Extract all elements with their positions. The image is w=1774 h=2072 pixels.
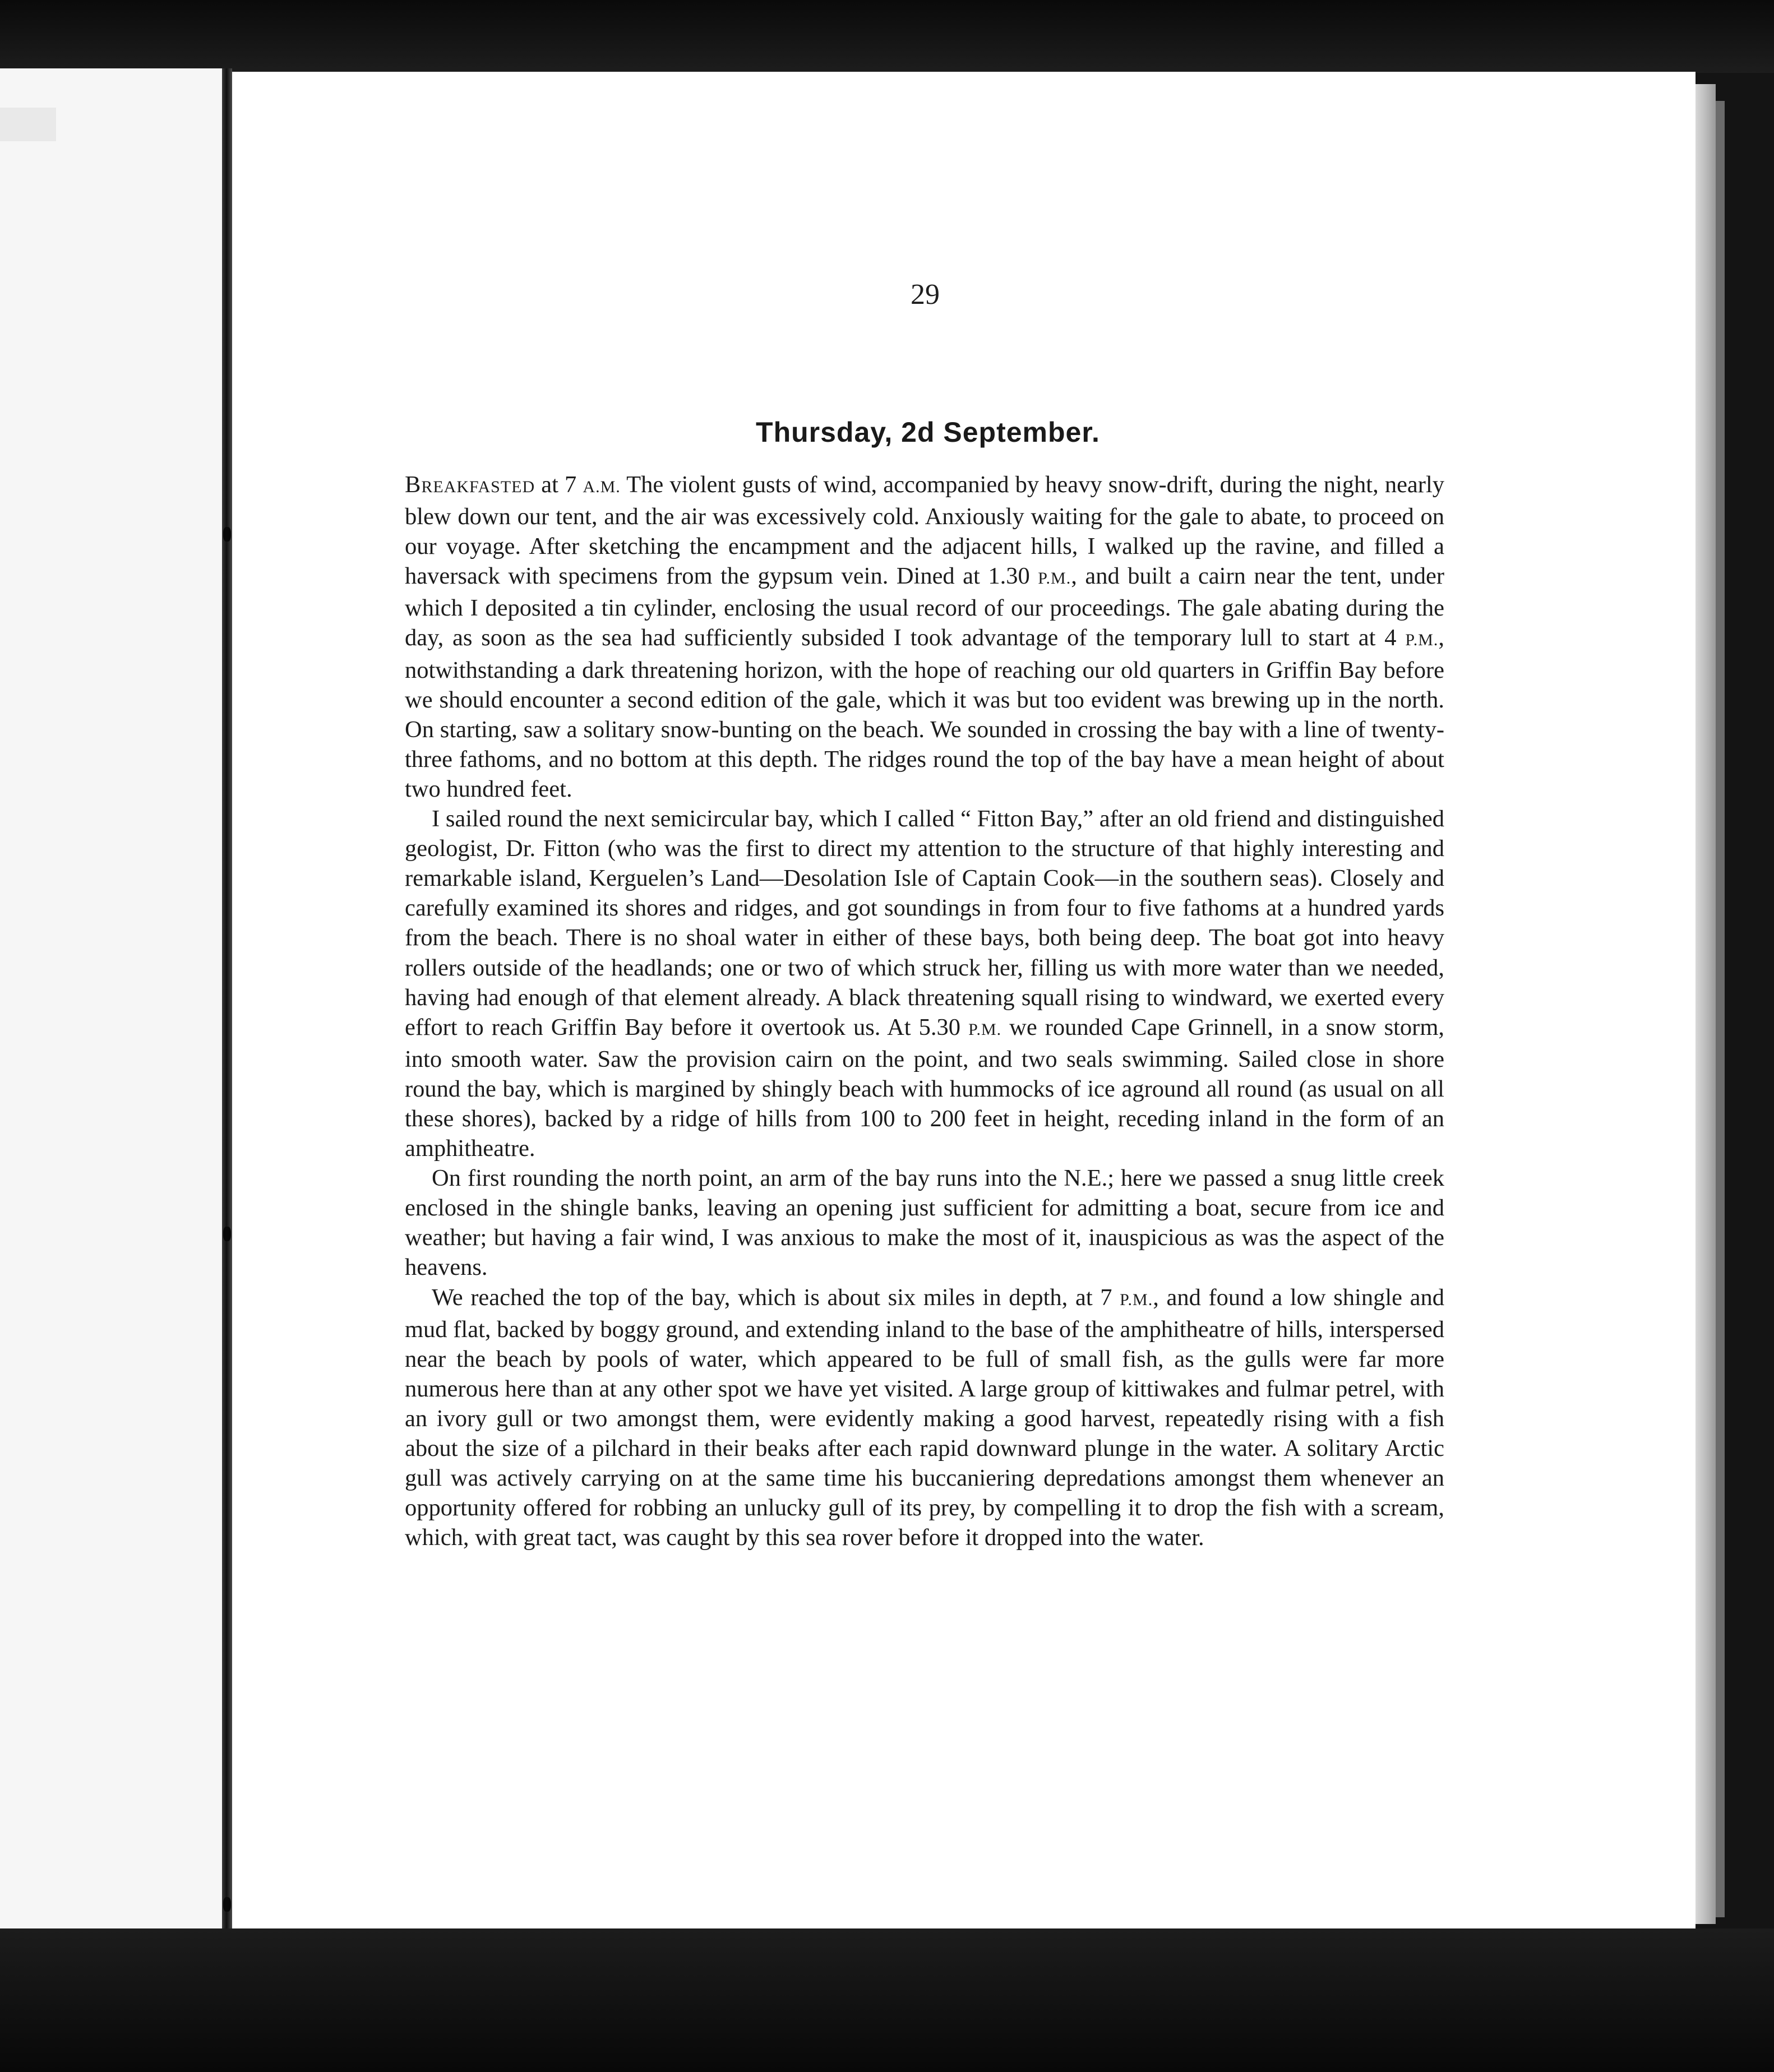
text-run: , and built a cairn near the tent, under which I deposited a tin cylinder, enclosing the usual record of our proceedings. The gale abating during the day, as soon as the sea had sufficiently subsided I took advantage of the temporary lull to start at 4 [405,563,1445,651]
text-run: we rounded Cape Grinnell, in a snow storm, into smooth water. Saw the provision cairn on the point, and two seals swimming. Sailed close in shore round the bay, which is margined by shingly beach with hummocks of ice aground all round (as usual on all these shores), backed by a ridge of hills from 100 to 200 feet in height, receding inland in the form of an amphitheatre. [405,1014,1444,1162]
paragraph [405,1163,1444,1282]
text-run: I sailed round the next semicircular bay, which I called “ Fitton Bay,” after an old friend and distinguished geologist, Dr. Fitton (who was the first to direct my attention to the structure of that highly interesting and remarkable island, Kerguelen’s Land—Desolation Isle of Captain Cook—in the southern seas). Closely and carefully examined its shores and ridges, and got soundings in from four to five fathoms at a hundred yards from the beach. There is no shoal water in either of these bays, both being deep. The boat got into heavy rollers outside of the headlands; one or two of which struck her, filling us with more water than we needed, having had enough of that element already. A black threatening squall rising to windward, we exerted every effort to reach Griffin Bay before it overtook us. At 5.30 [405,806,1444,1040]
binding-stitch-mark [223,527,231,542]
text-run: Breakfasted [405,471,535,498]
page-stack-edge [1696,84,1716,1924]
text-run: P.M. [1120,1290,1153,1309]
text-run: P.M. [1038,569,1071,588]
page-number: 29 [911,279,940,311]
text-run: P.M. [968,1020,1002,1039]
left-facing-page [0,68,224,1928]
scan-top-border [0,0,1774,73]
text-run: P.M. [1405,631,1439,650]
page-stack-shadow [1716,101,1725,1917]
text-run: , notwithstanding a dark threatening horizon, with the hope of reaching our old quarters in Griffin Bay before we should encounter a second edition of the gale, which it was but too evident was brewing up in the north. On starting, saw a solitary snow-bunting on the beach. We sounded in crossing the bay with a line of twenty-three fathoms, and no bottom at this depth. The ridges round the top of the bay have a mean height of about two hundred feet. [405,625,1444,802]
paragraph [405,1283,1444,1553]
book-binding-gutter [222,68,232,1928]
scan-bottom-border [0,1928,1774,2072]
left-page-corner [0,108,56,141]
body-text [405,470,1444,1552]
page-heading: Thursday, 2d September. [756,417,1100,448]
paragraph [405,804,1444,1163]
text-run: , and found a low shingle and mud flat, backed by boggy ground, and extending inland to the base of the amphitheatre of hills, interspersed near the beach by pools of water, which appeared to be full of small fish, as the gulls were far more numerous here than at any other spot we have yet visited. A large group of kittiwakes and fulmar petrel, with an ivory gull or two amongst them, were evidently making a good harvest, repeatedly rising with a fish about the size of a pilchard in their beaks after each rapid downward plunge in the water. A solitary Arctic gull was actively carrying on at the same time his buccaniering depredations amongst them whenever an opportunity offered for robbing an unlucky gull of its prey, by compelling it to drop the fish with a scream, which, with great tact, was caught by this sea rover before it dropped into the water. [405,1284,1444,1551]
binding-stitch-mark [223,1897,231,1912]
text-run: We reached the top of the bay, which is about six miles in depth, at 7 [432,1284,1120,1311]
binding-stitch-mark [223,1227,231,1241]
text-run: The violent gusts of wind, accompanied by heavy snow-drift, during the night, nearly blew down our tent, and the air was excessively cold. Anxiously waiting for the gale to abate, to proceed on our voyage. After sketching the encampment and the adjacent hills, I walked up the ravine, and filled a haversack with specimens from the gypsum vein. Dined at 1.30 [405,471,1445,590]
text-run: A.M. [583,478,621,496]
text-run: at 7 [535,471,583,498]
paragraph [405,470,1444,804]
text-run: On first rounding the north point, an arm of the bay runs into the N.E.; here we passed a snug little creek enclosed in the shingle banks, leaving an opening just sufficient for admitting a boat, secure from ice and weather; but having a fair wind, I was anxious to make the most of it, inauspicious as was the aspect of the heavens. [405,1165,1444,1281]
